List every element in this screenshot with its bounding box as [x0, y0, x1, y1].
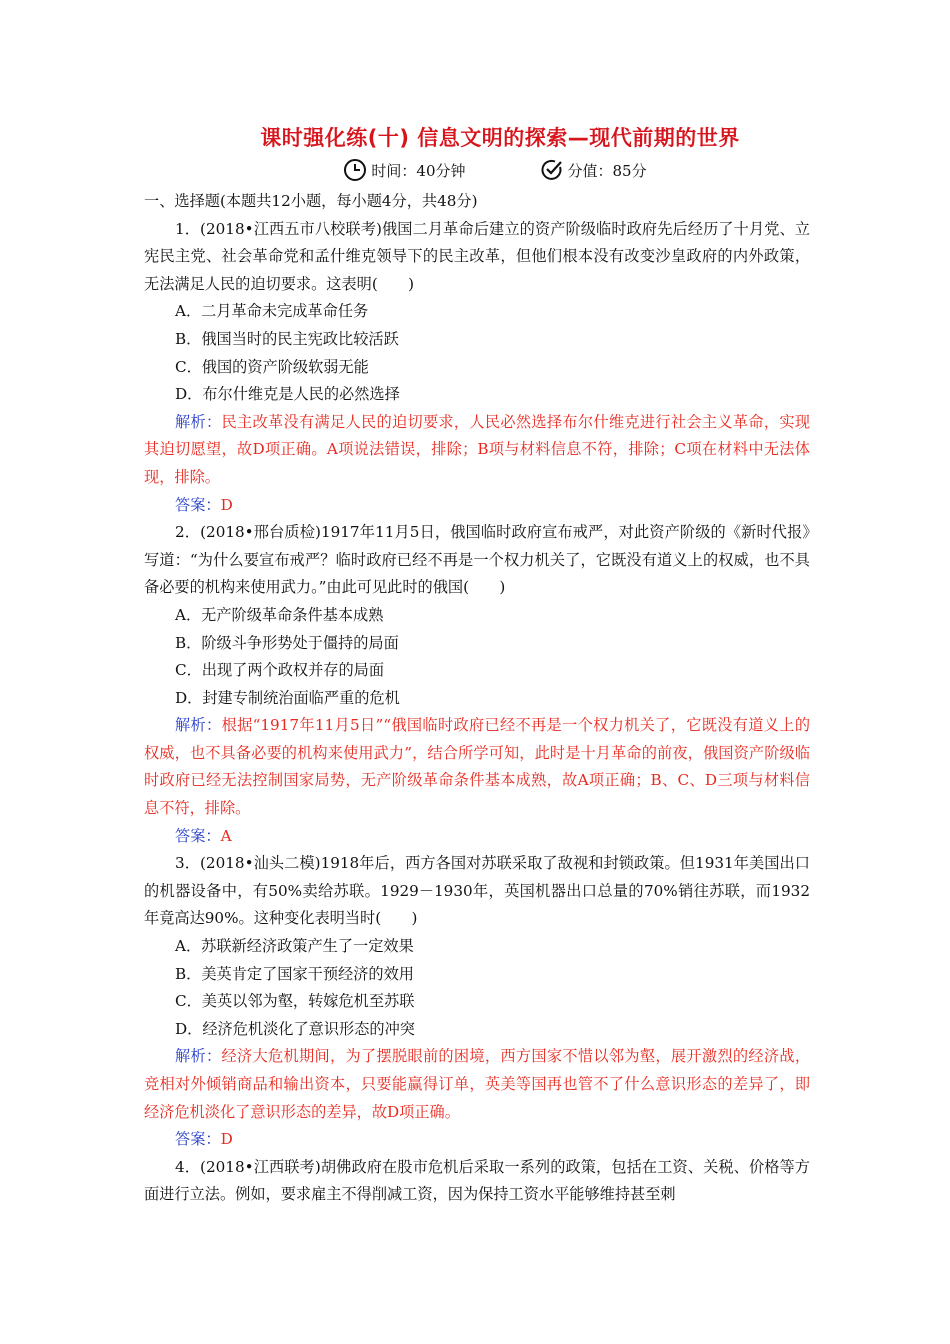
question-1-stem: 1．(2018•江西五市八校联考)俄国二月革命后建立的资产阶级临时政府先后经历了十月党、立宪民主党、社会革命党和孟什维克领导下的民主改革，但他们根本没有改变沙皇政府的内外政策，无法满足人民的迫切要求。这表明( )	[144, 219, 810, 293]
question-2-answer	[144, 823, 810, 851]
question-2-analysis	[144, 712, 810, 822]
question-3-option-a: A．苏联新经济政策产生了一定效果	[175, 937, 414, 956]
answer-label: 答案：	[175, 826, 221, 845]
question-1-option-d: D．布尔什维克是人民的必然选择	[175, 385, 400, 404]
question-1-option-a: A．二月革命未完成革命任务	[175, 302, 369, 321]
content	[144, 188, 810, 1209]
score-text: 分值：85分	[567, 161, 647, 180]
question-4-stem: 4．(2018•江西联考)胡佛政府在股市危机后采取一系列的政策，包括在工资、关税、价格等方面进行立法。例如，要求雇主不得削减工资，因为保持工资水平能够维持甚至刺	[144, 1157, 810, 1204]
question-3-stem: 3．(2018•汕头二模)1918年后，西方各国对苏联采取了敌视和封锁政策。但1931年美国出口的机器设备中，有50%卖给苏联。1929－1930年，英国机器出口总量的70%销往苏联，而1932年竟高达90%。这种变化表明当时( )	[144, 854, 810, 928]
question-1-option-b: B．俄国当时的民主宪政比较活跃	[175, 329, 399, 348]
question-2-option-a: A．无产阶级革命条件基本成熟	[175, 605, 384, 624]
question-2-stem: 2．(2018•邢台质检)1917年11月5日，俄国临时政府宣布戒严，对此资产阶级的《新时代报》写道：“为什么要宣布戒严？临时政府已经不再是一个权力机关了，它既没有道义上的权威，也不具备必要的机构来使用武力。”由此可见此时的俄国( )	[144, 523, 810, 597]
question-1-option-c: C．俄国的资产阶级软弱无能	[175, 357, 369, 376]
question-3-answer	[144, 1126, 810, 1154]
analysis-text: 经济大危机期间，为了摆脱眼前的困境，西方国家不惜以邻为壑，展开激烈的经济战，竞相对外倾销商品和输出资本，只要能赢得订单，英美等国再也管不了什么意识形态的差异了，即经济危机淡化了意识形态的差异，故D项正确。	[144, 1047, 811, 1121]
answer-value: D	[220, 495, 233, 514]
answer-value: A	[220, 826, 232, 845]
score-info	[540, 158, 647, 182]
question-2-option-d: D．封建专制统治面临严重的危机	[175, 688, 400, 707]
question-3-option-b: B．美英肯定了国家干预经济的效用	[175, 964, 414, 983]
answer-label: 答案：	[175, 495, 221, 514]
question-3-analysis	[144, 1043, 810, 1126]
question-2-option-c: C．出现了两个政权并存的局面	[175, 661, 385, 680]
check-circle-icon	[540, 158, 564, 182]
clock-icon	[343, 158, 367, 182]
analysis-text: 民主改革没有满足人民的迫切要求，人民必然选择布尔什维克进行社会主义革命，实现其迫切愿望，故D项正确。A项说法错误，排除；B项与材料信息不符，排除；C项在材料中无法体现，排除。	[144, 412, 811, 486]
time-info	[343, 158, 465, 182]
question-3-option-c: C．美英以邻为壑，转嫁危机至苏联	[175, 992, 415, 1011]
page-title: 课时强化练(十) 信息文明的探索—现代前期的世界	[260, 126, 740, 150]
question-3-option-d: D．经济危机淡化了意识形态的冲突	[175, 1019, 415, 1038]
analysis-label: 解析：	[175, 716, 222, 735]
answer-label: 答案：	[175, 1130, 221, 1149]
question-2-option-b: B．阶级斗争形势处于僵持的局面	[175, 633, 399, 652]
question-1-analysis	[144, 409, 810, 492]
section-heading: 一、选择题(本题共12小题，每小题4分，共48分)	[144, 192, 478, 210]
answer-value: D	[220, 1130, 233, 1149]
analysis-label: 解析：	[175, 1047, 222, 1066]
time-text: 时间：40分钟	[371, 161, 466, 180]
meta-bar	[0, 158, 950, 182]
question-1-answer	[144, 492, 810, 520]
analysis-label: 解析：	[175, 412, 222, 431]
analysis-text: 根据“1917年11月5日”“俄国临时政府已经不再是一个权力机关了，它既没有道义上的权威，也不具备必要的机构来使用武力”，结合所学可知，此时是十月革命的前夜，俄国资产阶级临时政府已经无法控制国家局势，无产阶级革命条件基本成熟，故A项正确；B、C、D三项与材料信息不符，排除。	[144, 716, 811, 818]
